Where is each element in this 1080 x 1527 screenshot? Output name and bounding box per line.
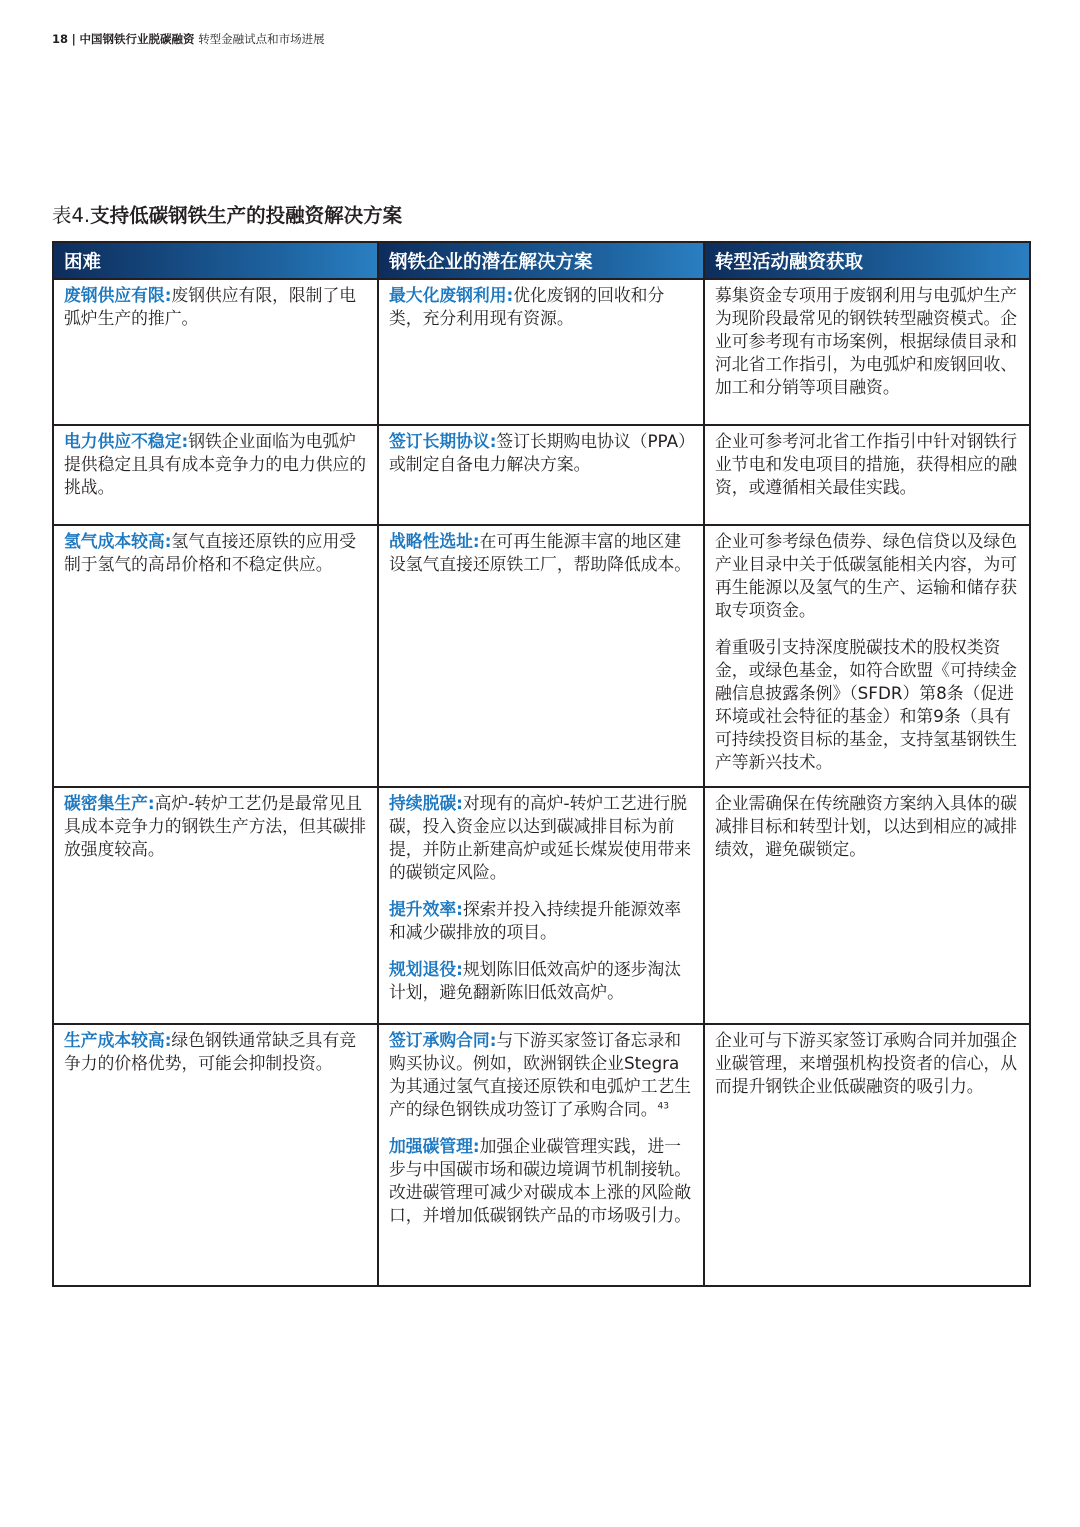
- challenge-text: 高炉-转炉工艺仍是最常见且具成本竞争力的钢铁生产方法，但其碳排放强度较高。: [64, 793, 367, 859]
- financing-cell: [704, 525, 1030, 787]
- financing-solutions-table: [52, 241, 1031, 1287]
- challenge-keyword: 电力供应不稳定:: [64, 431, 189, 451]
- challenge-keyword: 废钢供应有限:: [64, 285, 172, 305]
- challenge-text: 废钢供应有限，限制了电弧炉生产的推广。: [64, 285, 357, 328]
- financing-cell: [704, 425, 1030, 525]
- table-label: 表4.: [52, 204, 91, 227]
- financing-text: 企业可参考绿色债券、绿色信贷以及绿色产业目录中关于低碳氢能相关内容，为可再生能源以及氢气的生产、运输和储存获取专项资金。: [715, 531, 1018, 620]
- solution-keyword: 签订长期协议:: [389, 431, 497, 451]
- solution-text: 与下游买家签订备忘录和购买协议。例如，欧洲钢铁企业Stegra为其通过氢气直接还原铁和电弧炉工艺生产的绿色钢铁成功签订了承购合同。: [389, 1030, 692, 1119]
- challenge-text: 绿色钢铁通常缺乏具有竞争力的价格优势，可能会抑制投资。: [64, 1030, 357, 1073]
- solution-cell: [378, 1024, 704, 1286]
- footnote-marker[interactable]: 43: [657, 1101, 669, 1112]
- solution-keyword: 规划退役:: [389, 959, 463, 979]
- solution-keyword: 最大化废钢利用:: [389, 285, 514, 305]
- solution-item: [389, 530, 693, 576]
- table-row: [53, 425, 1030, 525]
- solution-item: [389, 1135, 693, 1227]
- challenge-cell: [53, 525, 378, 787]
- solution-cell: [378, 425, 704, 525]
- solution-keyword: 提升效率:: [389, 899, 463, 919]
- financing-text: 募集资金专项用于废钢利用与电弧炉生产为现阶段最常见的钢铁转型融资模式。企业可参考现有市场案例，根据绿债目录和河北省工作指引，为电弧炉和废钢回收、加工和分销等项目融资。: [715, 285, 1018, 397]
- column-header-financing: 转型活动融资获取: [704, 242, 1030, 279]
- solution-keyword: 签订承购合同:: [389, 1030, 497, 1050]
- solution-text: 优化废钢的回收和分类，充分利用现有资源。: [389, 285, 665, 328]
- solution-keyword: 加强碳管理:: [389, 1136, 480, 1156]
- table-row: [53, 787, 1030, 1024]
- financing-text: 着重吸引支持深度脱碳技术的股权类资金，或绿色基金，如符合欧盟《可持续金融信息披露条例》（SFDR）第8条（促进环境或社会特征的基金）和第9条（具有可持续投资目标的基金，支持氢基钢铁生产等新兴技术。: [715, 637, 1018, 772]
- solution-keyword: 战略性选址:: [389, 531, 480, 551]
- solution-cell: [378, 787, 704, 1024]
- solution-item: [389, 430, 693, 476]
- solution-cell: [378, 525, 704, 787]
- table-title-text: 支持低碳钢铁生产的投融资解决方案: [90, 204, 403, 227]
- report-subtitle: 转型金融试点和市场进展: [198, 32, 325, 46]
- financing-text: 企业可参考河北省工作指引中针对钢铁行业节电和发电项目的措施，获得相应的融资，或遵循相关最佳实践。: [715, 431, 1018, 497]
- solution-item: [389, 284, 693, 330]
- financing-cell: [704, 1024, 1030, 1286]
- table-row: [53, 525, 1030, 787]
- table-title: [52, 200, 402, 228]
- column-header-challenge: 困难: [53, 242, 378, 279]
- solution-text: 规划陈旧低效高炉的逐步淘汰计划，避免翻新陈旧低效高炉。: [389, 959, 682, 1002]
- solution-cell: [378, 279, 704, 425]
- table-row: [53, 279, 1030, 425]
- challenge-cell: [53, 1024, 378, 1286]
- challenge-text: 钢铁企业面临为电弧炉提供稳定且具有成本竞争力的电力供应的挑战。: [64, 431, 367, 497]
- challenge-keyword: 氢气成本较高:: [64, 531, 172, 551]
- financing-text: 企业需确保在传统融资方案纳入具体的碳减排目标和转型计划，以达到相应的减排绩效，避免碳锁定。: [715, 793, 1018, 859]
- solution-item: [389, 958, 693, 1004]
- challenge-cell: [53, 425, 378, 525]
- head-separator: |: [71, 32, 76, 46]
- challenge-keyword: 生产成本较高:: [64, 1030, 172, 1050]
- challenge-keyword: 碳密集生产:: [64, 793, 155, 813]
- solution-text: 探索并投入持续提升能源效率和减少碳排放的项目。: [389, 899, 682, 942]
- financing-text: 企业可与下游买家签订承购合同并加强企业碳管理，来增强机构投资者的信心，从而提升钢铁企业低碳融资的吸引力。: [715, 1030, 1018, 1096]
- solution-keyword: 持续脱碳:: [389, 793, 463, 813]
- table-header-row: [53, 242, 1030, 279]
- solution-text: 在可再生能源丰富的地区建设氢气直接还原铁工厂，帮助降低成本。: [389, 531, 692, 574]
- financing-cell: [704, 279, 1030, 425]
- report-title: 中国钢铁行业脱碳融资: [79, 32, 195, 46]
- solution-item: [389, 792, 693, 884]
- solution-item: [389, 1029, 693, 1121]
- financing-cell: [704, 787, 1030, 1024]
- column-header-solutions: 钢铁企业的潜在解决方案: [378, 242, 704, 279]
- page-number: 18: [52, 32, 69, 46]
- running-head: [52, 31, 325, 47]
- solution-text: 加强企业碳管理实践，进一步与中国碳市场和碳边境调节机制接轨。改进碳管理可减少对碳成本上涨的风险敞口，并增加低碳钢铁产品的市场吸引力。: [389, 1136, 692, 1225]
- challenge-text: 氢气直接还原铁的应用受制于氢气的高昂价格和不稳定供应。: [64, 531, 357, 574]
- solution-text: 签订长期购电协议（PPA）或制定自备电力解决方案。: [389, 431, 687, 474]
- solution-text: 对现有的高炉-转炉工艺进行脱碳，投入资金应以达到碳减排目标为前提，并防止新建高炉或延长煤炭使用带来的碳锁定风险。: [389, 793, 692, 882]
- challenge-cell: [53, 787, 378, 1024]
- solution-item: [389, 898, 693, 944]
- table-row: [53, 1024, 1030, 1286]
- challenge-cell: [53, 279, 378, 425]
